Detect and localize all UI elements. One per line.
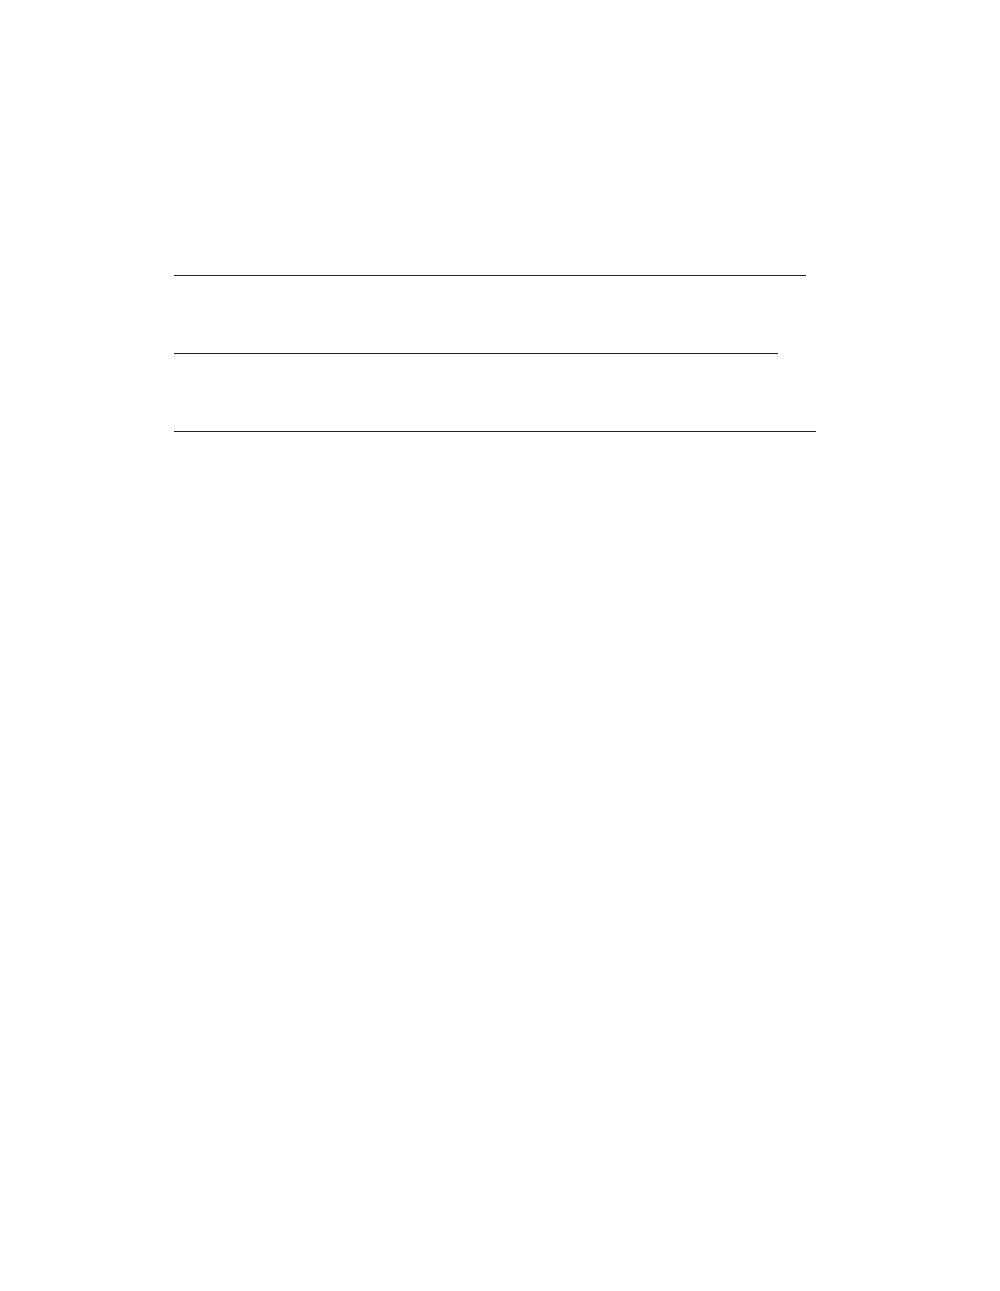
answer-line-3 bbox=[174, 431, 816, 432]
bullet-2 bbox=[144, 315, 154, 325]
answer-input-3[interactable] bbox=[174, 406, 820, 432]
answer-line-2 bbox=[174, 353, 778, 354]
answer-line-1 bbox=[174, 275, 806, 276]
logo-mark-e bbox=[711, 1274, 721, 1284]
answer-input-1[interactable] bbox=[174, 250, 810, 276]
logo-mark-i bbox=[711, 1262, 721, 1272]
answer-input-2[interactable] bbox=[174, 328, 782, 354]
logo-mark-l bbox=[699, 1262, 709, 1272]
bullet-1 bbox=[144, 237, 154, 247]
bullet-3 bbox=[144, 393, 154, 403]
logo-mark-v bbox=[699, 1274, 709, 1284]
logo-mark-icon bbox=[699, 1262, 721, 1284]
liveworksheets-logo bbox=[699, 1259, 725, 1287]
